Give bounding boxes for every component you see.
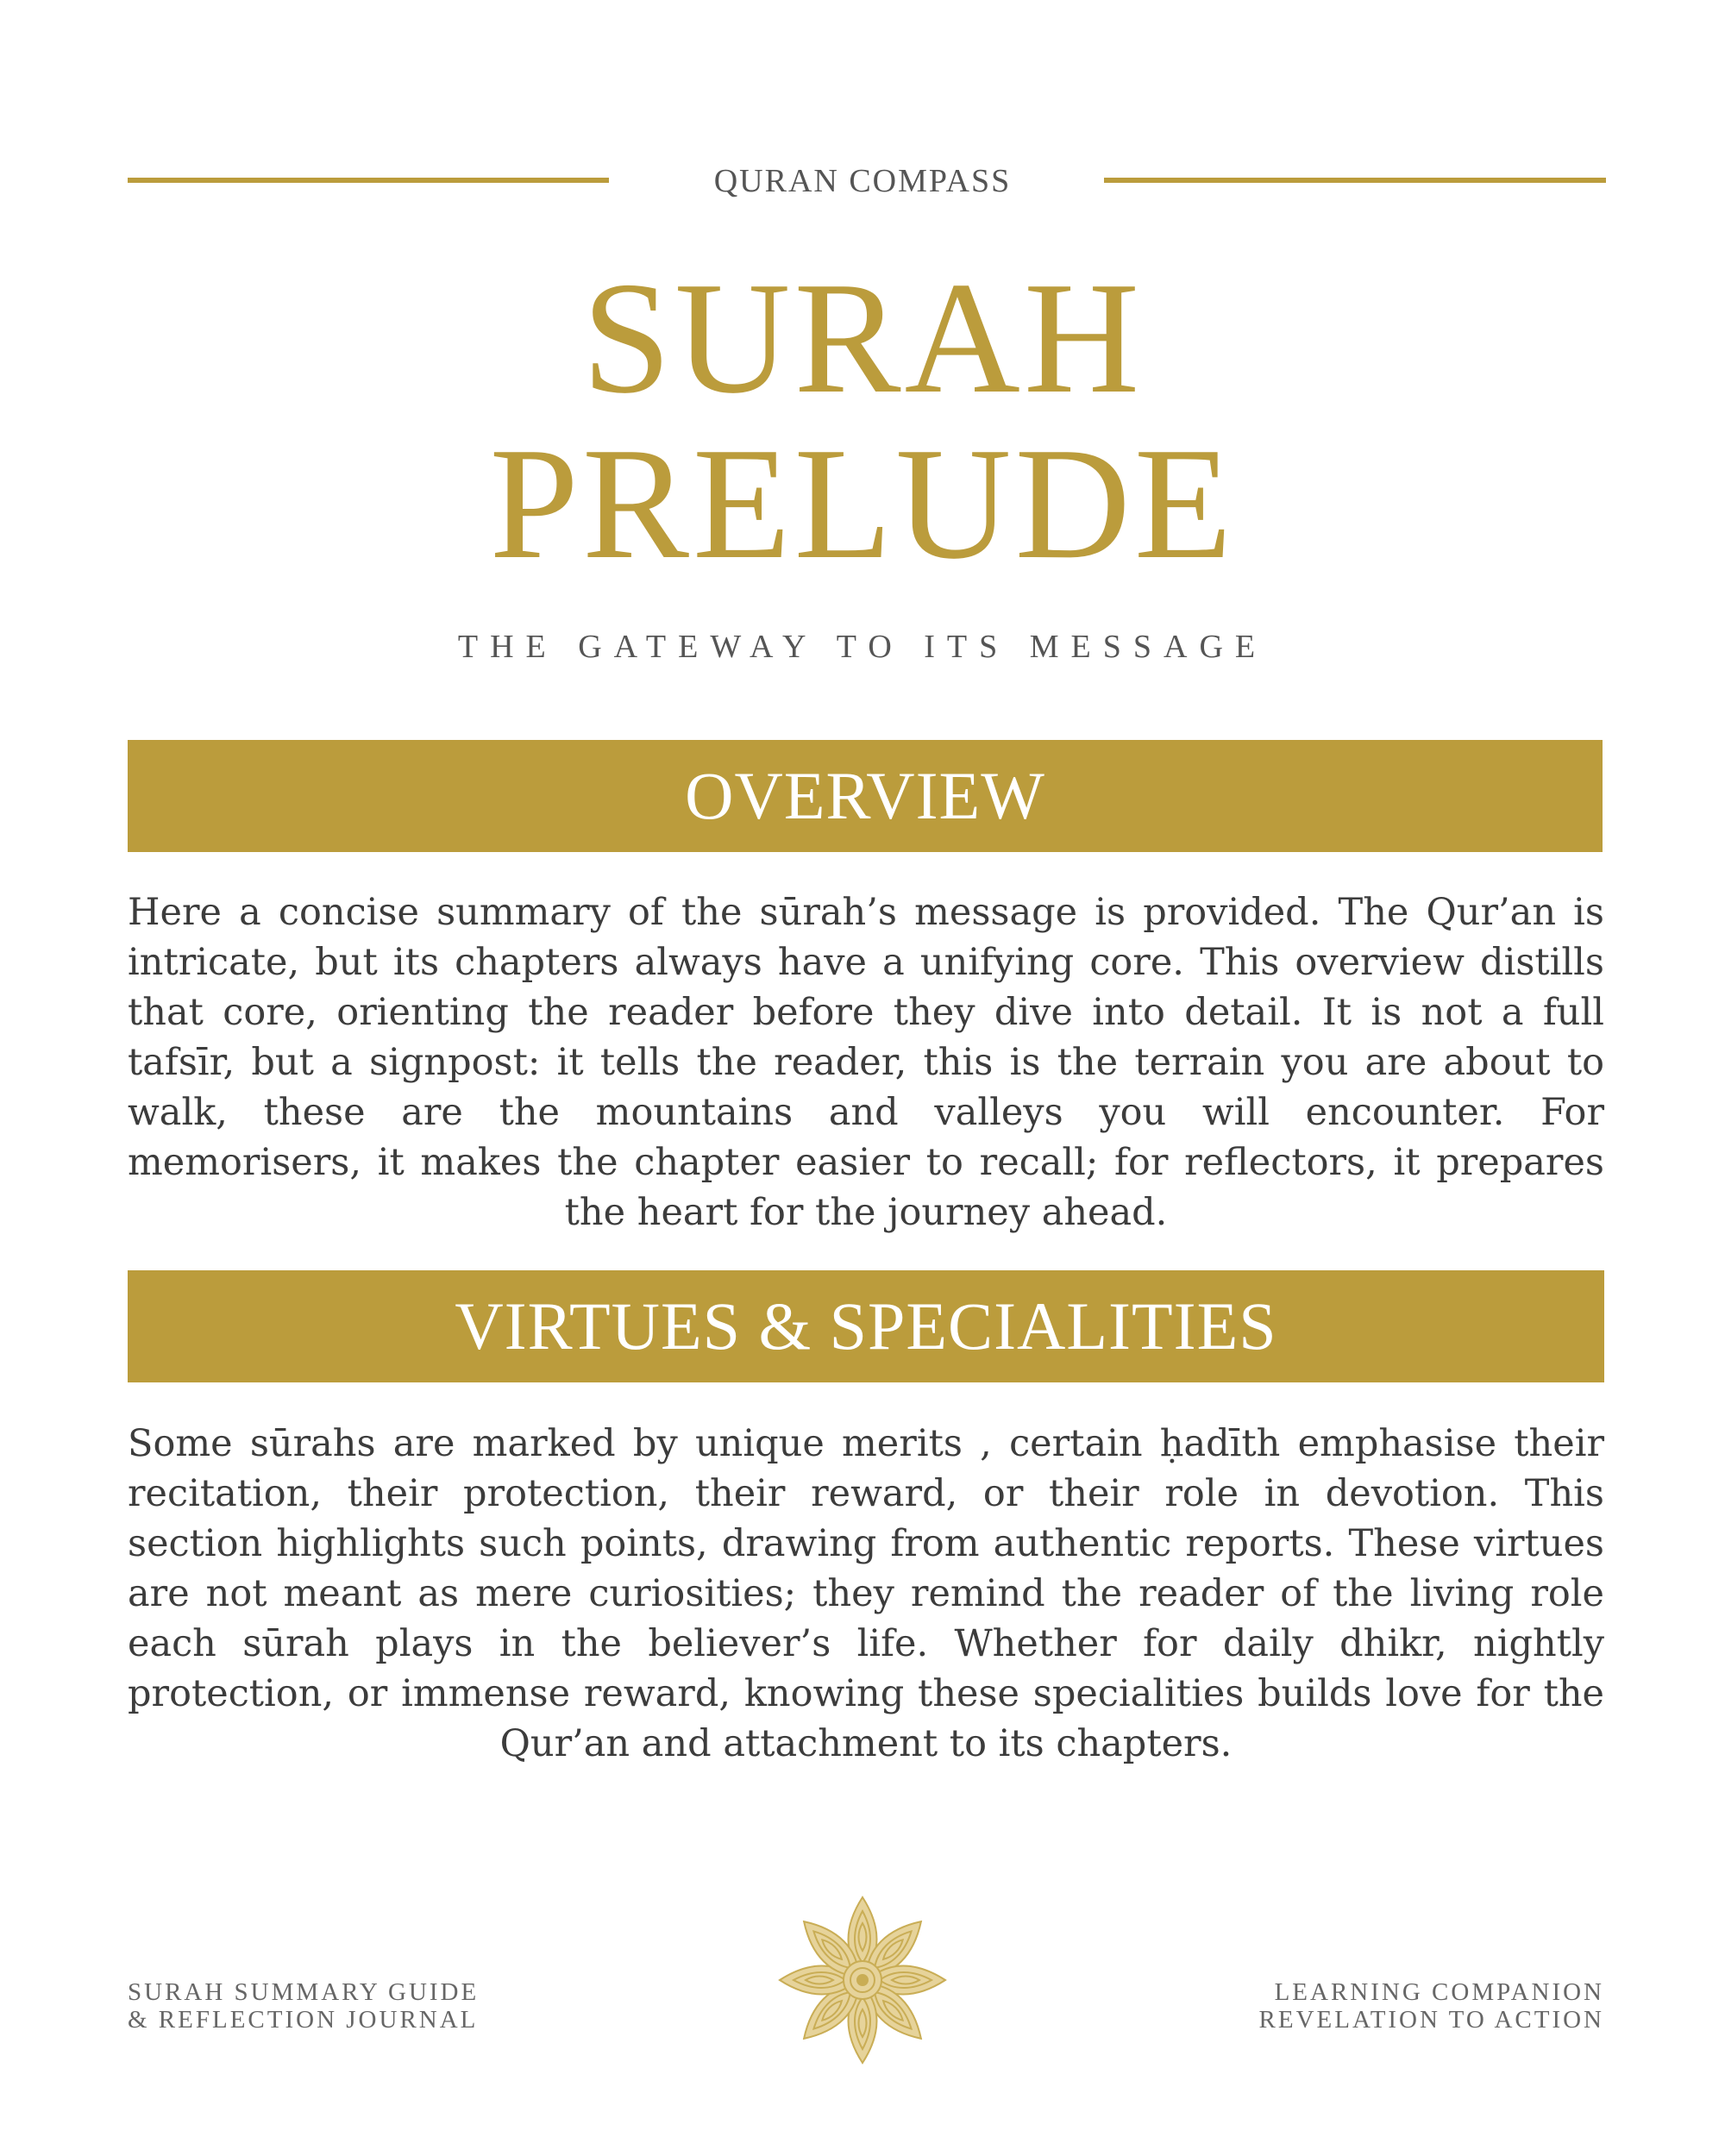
footer-left-line-2: & REFLECTION JOURNAL [128, 2006, 479, 2034]
footer-left-line-1: SURAH SUMMARY GUIDE [128, 1978, 480, 2006]
section-heading-label: OVERVIEW [685, 758, 1045, 833]
section-heading-label: VIRTUES & SPECIALITIES [455, 1288, 1277, 1363]
header-rule-right [1104, 178, 1606, 183]
section-heading-virtues [128, 1270, 1604, 1382]
floral-star-icon [776, 1894, 949, 2066]
brand-name: QURAN COMPASS [713, 163, 1012, 199]
page-subtitle: THE GATEWAY TO ITS MESSAGE [457, 629, 1268, 665]
section-heading-overview [128, 740, 1603, 852]
virtues-paragraph: Some sūrahs are marked by unique merits , certain ḥadīth emphasise their recitation, their protection, their reward, or their role in devotion. This section highlights such points, drawing from authentic reports. These virtues are not meant as mere curiosities; they remind the reader of the living role each sūrah plays in the believer’s life. Whether for daily dhikr, nightly protection, or immense reward, knowing these specialities builds love for the Qur’an and attachment to its chapters. [128, 1422, 1604, 1765]
footer-right-line-1: LEARNING COMPANION [1274, 1978, 1604, 2006]
title-line-1: SURAH [581, 249, 1144, 427]
footer-left [128, 1978, 479, 2034]
footer-right [1259, 1978, 1604, 2034]
footer-right-line-2: REVELATION TO ACTION [1258, 2006, 1604, 2034]
title-line-2: PRELUDE [489, 415, 1236, 592]
page-title [0, 249, 1725, 592]
overview-paragraph: Here a concise summary of the sūrah’s message is provided. The Qur’an is intricate, but its chapters always have a unifying core. This overview distills that core, orienting the reader before they dive into detail. It is not a full tafsīr, but a signpost: it tells the reader, this is the terrain you are about to walk, these are the mountains and valleys you will encounter. For memorisers, it makes the chapter easier to recall; for reflectors, it prepares the heart for the journey ahead. [128, 891, 1604, 1234]
